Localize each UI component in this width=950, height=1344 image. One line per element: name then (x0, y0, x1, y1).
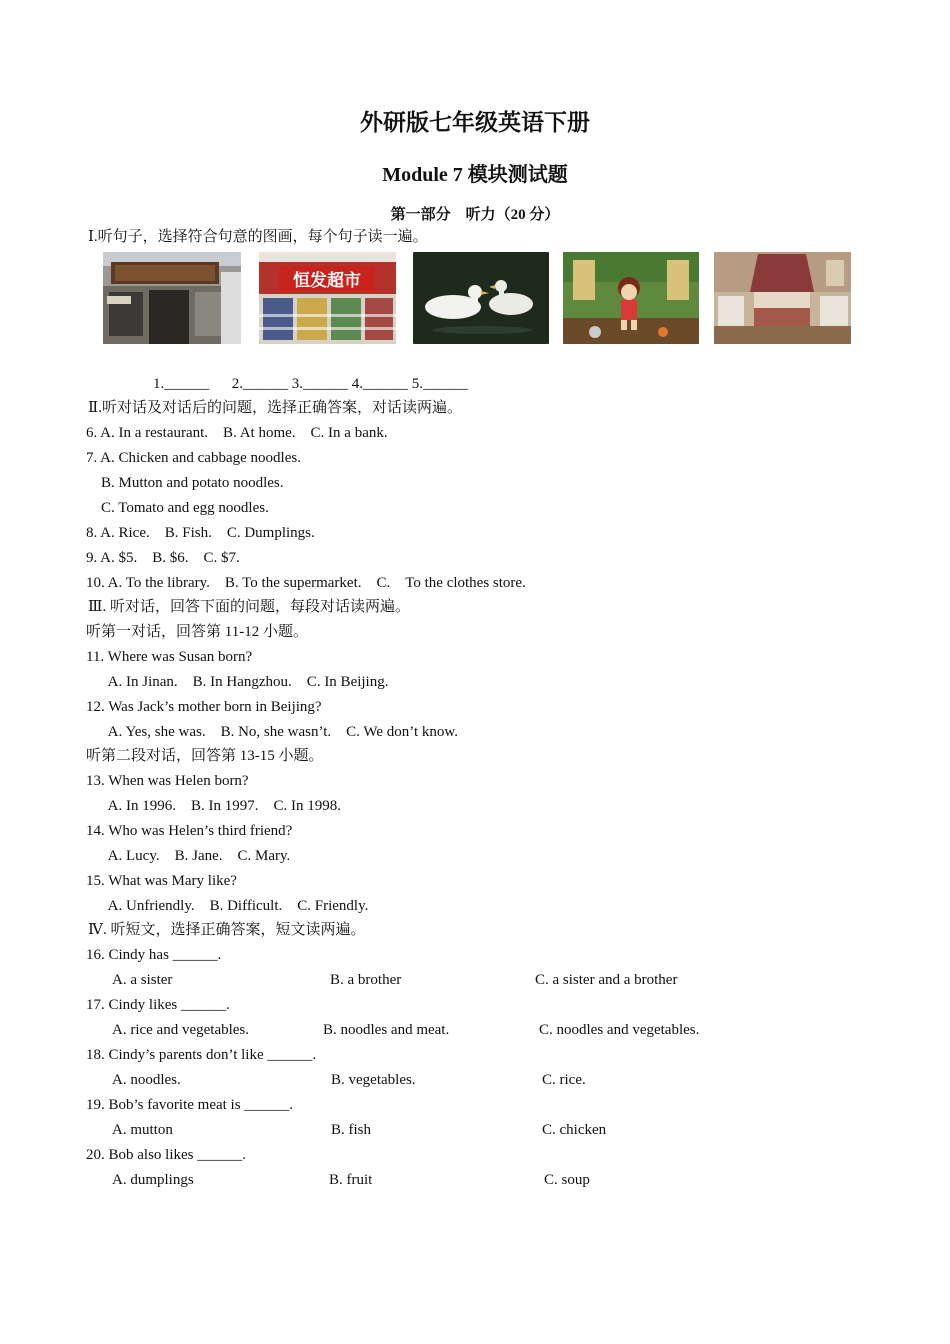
question-line: A. In 1996. B. In 1997. C. In 1998. (86, 798, 342, 814)
option-c: C. noodles and vegetables. (539, 1022, 700, 1038)
option-a: A. rice and vegetables. (112, 1022, 250, 1038)
question-line: B. Mutton and potato noodles. (86, 475, 284, 491)
part-heading: 第一部分 听力（20 分） (390, 207, 560, 223)
question-line: A. Lucy. B. Jane. C. Mary. (86, 848, 291, 864)
question-line: 14. Who was Helen’s third friend? (86, 823, 293, 839)
ducks-on-water-photo (413, 252, 549, 344)
option-a: A. noodles. (112, 1072, 181, 1088)
question-line: 13. When was Helen born? (86, 773, 249, 789)
question-stem: 19. Bob’s favorite meat is ______. (86, 1097, 294, 1113)
question-line: 8. A. Rice. B. Fish. C. Dumplings. (86, 525, 315, 541)
page-subtitle: Module 7 模块测试题 (382, 164, 568, 186)
question-line: 9. A. $5. B. $6. C. $7. (86, 550, 240, 566)
option-c: C. chicken (542, 1122, 607, 1138)
option-b: B. vegetables. (331, 1072, 416, 1088)
option-b: B. fruit (329, 1172, 373, 1188)
question-stem: 17. Cindy likes ______. (86, 997, 230, 1013)
question-line: 6. A. In a restaurant. B. At home. C. In a bank. (86, 425, 388, 441)
option-a: A. dumplings (112, 1172, 194, 1188)
section1-instruction: Ⅰ.听句子，选择符合句意的图画，每个句子读一遍。 (88, 229, 428, 245)
question-line: 10. A. To the library. B. To the supermarket. C. To the clothes store. (86, 575, 526, 591)
option-c: C. rice. (542, 1072, 586, 1088)
restaurant-storefront-photo (103, 252, 241, 344)
section2-instruction: Ⅱ.听对话及对话后的问题，选择正确答案，对话读两遍。 (88, 400, 462, 416)
section3-instruction: Ⅲ. 听对话，回答下面的问题，每段对话读两遍。 (88, 599, 410, 615)
option-c: C. soup (544, 1172, 590, 1188)
option-b: B. fish (331, 1122, 372, 1138)
option-c: C. a sister and a brother (535, 972, 678, 988)
bedroom-photo (714, 252, 851, 344)
question-stem: 20. Bob also likes ______. (86, 1147, 246, 1163)
question-line: 听第二段对话，回答第 13-15 小题。 (86, 748, 324, 764)
question-line: 11. Where was Susan born? (86, 649, 253, 665)
question-stem: 16. Cindy has ______. (86, 947, 222, 963)
question-line: A. Unfriendly. B. Difficult. C. Friendly. (86, 898, 369, 914)
supermarket-sign-text: 恒发超市 (293, 271, 361, 291)
option-b: B. noodles and meat. (323, 1022, 450, 1038)
question-line: 15. What was Mary like? (86, 873, 237, 889)
option-a: A. mutton (112, 1122, 173, 1138)
question-line: 听第一对话，回答第 11-12 小题。 (86, 624, 308, 640)
supermarket-storefront-photo (259, 252, 396, 344)
question-line: 12. Was Jack’s mother born in Beijing? (86, 699, 322, 715)
question-line: A. Yes, she was. B. No, she wasn’t. C. We don’t know. (86, 724, 458, 740)
question-line: C. Tomato and egg noodles. (86, 500, 269, 516)
option-a: A. a sister (112, 972, 173, 988)
picture-answer-blanks: 1.______ 2.______ 3.______ 4.______ 5.______ (153, 376, 469, 392)
section4-instruction: Ⅳ. 听短文，选择正确答案，短文读两遍。 (88, 922, 366, 938)
option-b: B. a brother (330, 972, 402, 988)
question-line: 7. A. Chicken and cabbage noodles. (86, 450, 301, 466)
page-title: 外研版七年级英语下册 (360, 110, 590, 136)
question-line: A. In Jinan. B. In Hangzhou. C. In Beijing. (86, 674, 389, 690)
cartoon-girl-kitchen-picture (563, 252, 699, 344)
question-stem: 18. Cindy’s parents don’t like ______. (86, 1047, 317, 1063)
